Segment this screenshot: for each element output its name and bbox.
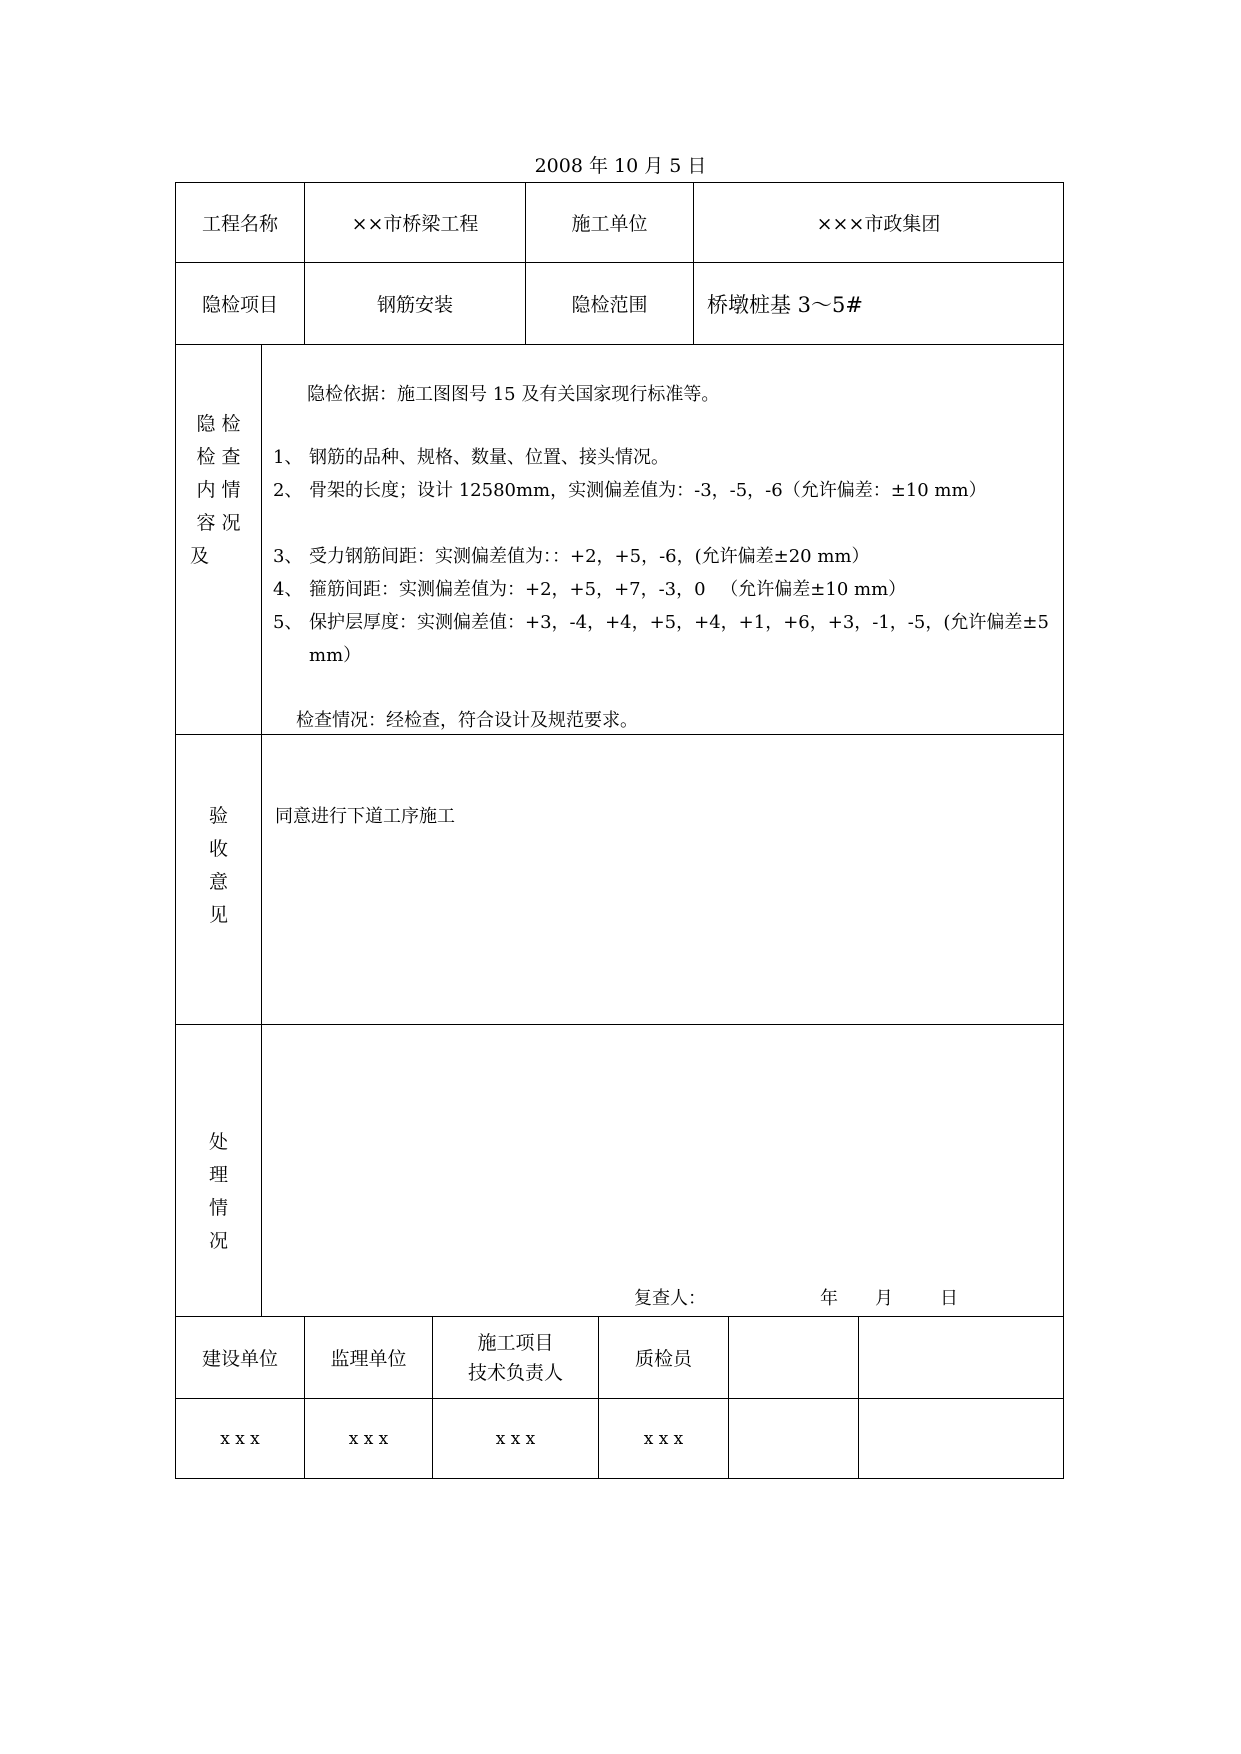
inspection-range-label: 隐检范围 [571,294,648,316]
row-divider [175,1024,1064,1025]
contractor-label: 施工单位 [571,213,648,235]
sig-header-supervisor: 监理单位 [330,1348,407,1370]
reviewer-label: 复查人： [634,1288,706,1309]
label-line: 内 情 [196,479,241,501]
sig-value-owner: x x x [220,1428,260,1449]
sig-header-owner: 建设单位 [201,1348,278,1370]
sig-header-qc: 质检员 [634,1348,692,1370]
sig-value-tech-lead: x x x [495,1428,536,1449]
sig-value-supervisor: x x x [348,1428,389,1449]
label-line: 验 [208,805,228,827]
item-text: 保护层厚度：实测偏差值：+3，-4，+4，+5，+4，+1，+6，+3，-1，-5，(允许偏差±5 mm） [309,612,1049,666]
label-line: 情 [208,1197,228,1219]
item-text: 受力钢筋间距：实测偏差值为：：+2，+5，-6，(允许偏差±20 mm） [309,546,870,567]
label-line: 见 [208,904,228,926]
inspection-basis: 隐检依据：施工图图号 15 及有关国家现行标准等。 [307,384,720,405]
acceptance-label [176,800,261,932]
item-number: 2、 [273,480,303,501]
contractor-value: ×××市政集团 [816,213,941,235]
item-number: 3、 [273,546,303,567]
sig-value-empty [859,1399,1063,1478]
label-line: 意 [208,871,228,893]
inspection-result: 检查情况：经检查，符合设计及规范要求。 [296,710,638,731]
item-number: 1、 [273,447,303,468]
review-day: 日 [940,1288,958,1309]
table-border-bottom [175,1478,1064,1479]
review-month: 月 [875,1288,893,1309]
label-line: 及 [190,545,210,567]
inspection-item-label: 隐检项目 [201,294,278,316]
item-number: 5、 [273,612,303,633]
document-date: 2008 年 10 月 5 日 [534,155,707,177]
review-year: 年 [820,1288,838,1309]
item-number: 4、 [273,579,303,600]
project-name-value: ××市桥梁工程 [351,213,479,235]
col-divider [261,344,262,1316]
sig-header-empty [859,1317,1063,1398]
table-border-right [1063,182,1064,1479]
sig-header-empty [729,1317,858,1398]
item-text: 骨架的长度；设计 12580mm，实测偏差值为：-3，-5，-6（允许偏差：±10 mm） [309,480,987,501]
sig-value-qc: x x x [643,1428,684,1449]
item-text: 钢筋的品种、规格、数量、位置、接头情况。 [309,447,669,468]
label-line: 处 [208,1131,228,1153]
label-line: 容 况 [196,512,241,534]
handling-label [176,1126,261,1258]
inspection-item-value: 钢筋安装 [376,294,453,316]
label-line: 隐 检 [196,413,241,435]
sig-value-empty [729,1399,858,1478]
inspection-range-value: 桥墩桩基 3～5# [707,292,863,317]
row-divider [175,344,1064,345]
sig-header-tech-lead: 施工项目 技术负责人 [467,1331,563,1384]
inspection-content-label [176,408,261,573]
label-line: 检 查 [196,446,241,468]
label-line: 况 [208,1230,228,1252]
acceptance-opinion: 同意进行下道工序施工 [275,806,455,827]
label-line: 理 [208,1164,228,1186]
label-line: 收 [208,838,228,860]
item-text: 箍筋间距：实测偏差值为：+2，+5，+7，-3，0 （允许偏差±10 mm） [309,579,907,600]
project-name-label: 工程名称 [201,213,278,235]
